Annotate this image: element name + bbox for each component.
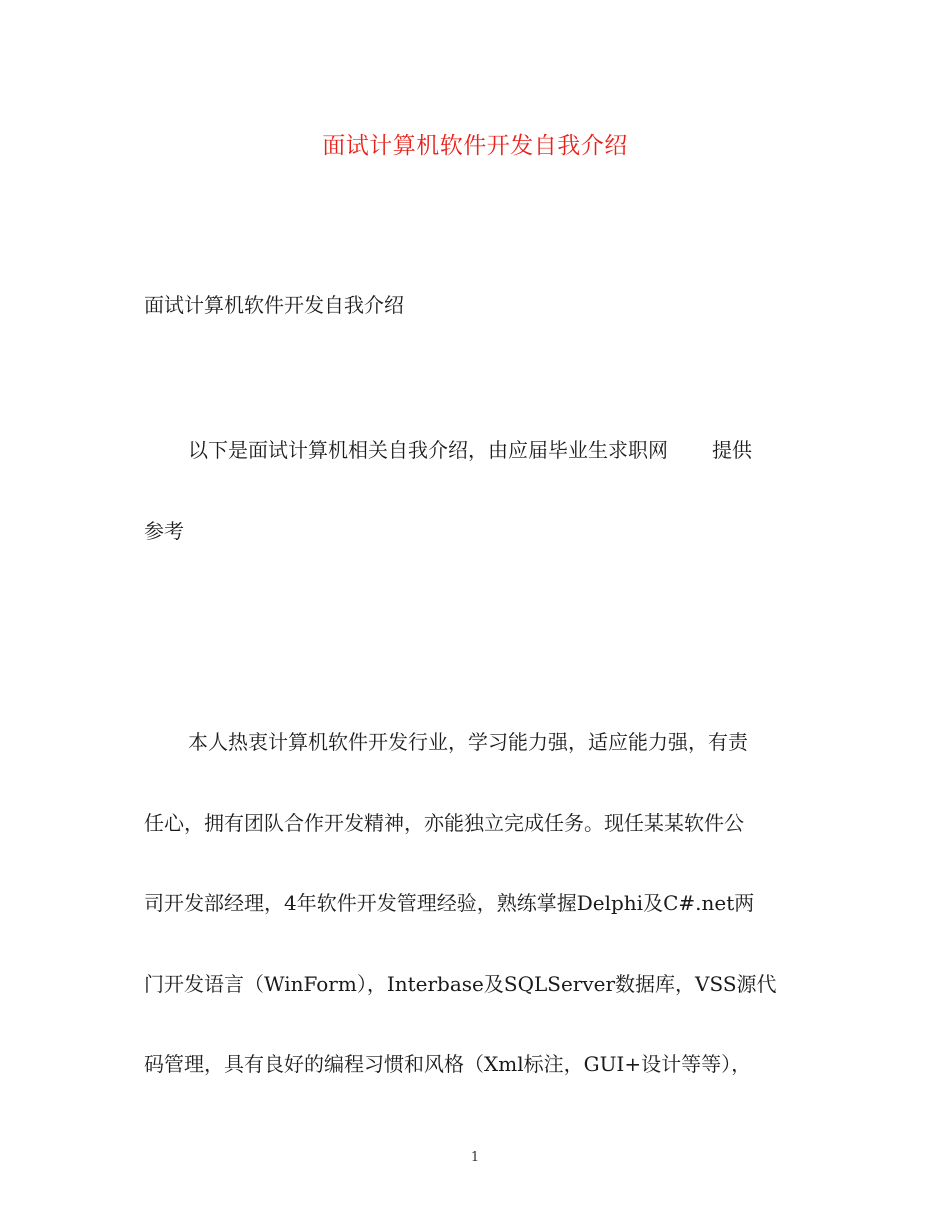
- page-number: 1: [470, 1150, 480, 1165]
- intro-line-1-tail: 提供: [712, 438, 752, 462]
- body-line: 门开发语言（WinForm），Interbase及SQLServer数据库，VSS源代: [144, 971, 777, 996]
- intro-line-2: 参考: [144, 518, 184, 543]
- body-paragraph: [144, 702, 814, 1105]
- document-title: 面试计算机软件开发自我介绍: [322, 133, 628, 159]
- body-line: 本人热衷计算机软件开发行业，学习能力强，适应能力强，有责: [188, 730, 748, 754]
- intro-paragraph: [144, 410, 814, 571]
- body-line: 码管理，具有良好的编程习惯和风格（Xml标注，GUI+设计等等），: [144, 1052, 752, 1076]
- body-line: 任心，拥有团队合作开发精神，亦能独立完成任务。现任某某软件公: [144, 810, 744, 835]
- intro-line-1: 以下是面试计算机相关自我介绍，由应届毕业生求职网: [188, 438, 668, 462]
- document-subtitle: 面试计算机软件开发自我介绍: [144, 293, 404, 317]
- body-line: 司开发部经理，4年软件开发管理经验，熟练掌握Delphi及C#.net两: [144, 891, 755, 915]
